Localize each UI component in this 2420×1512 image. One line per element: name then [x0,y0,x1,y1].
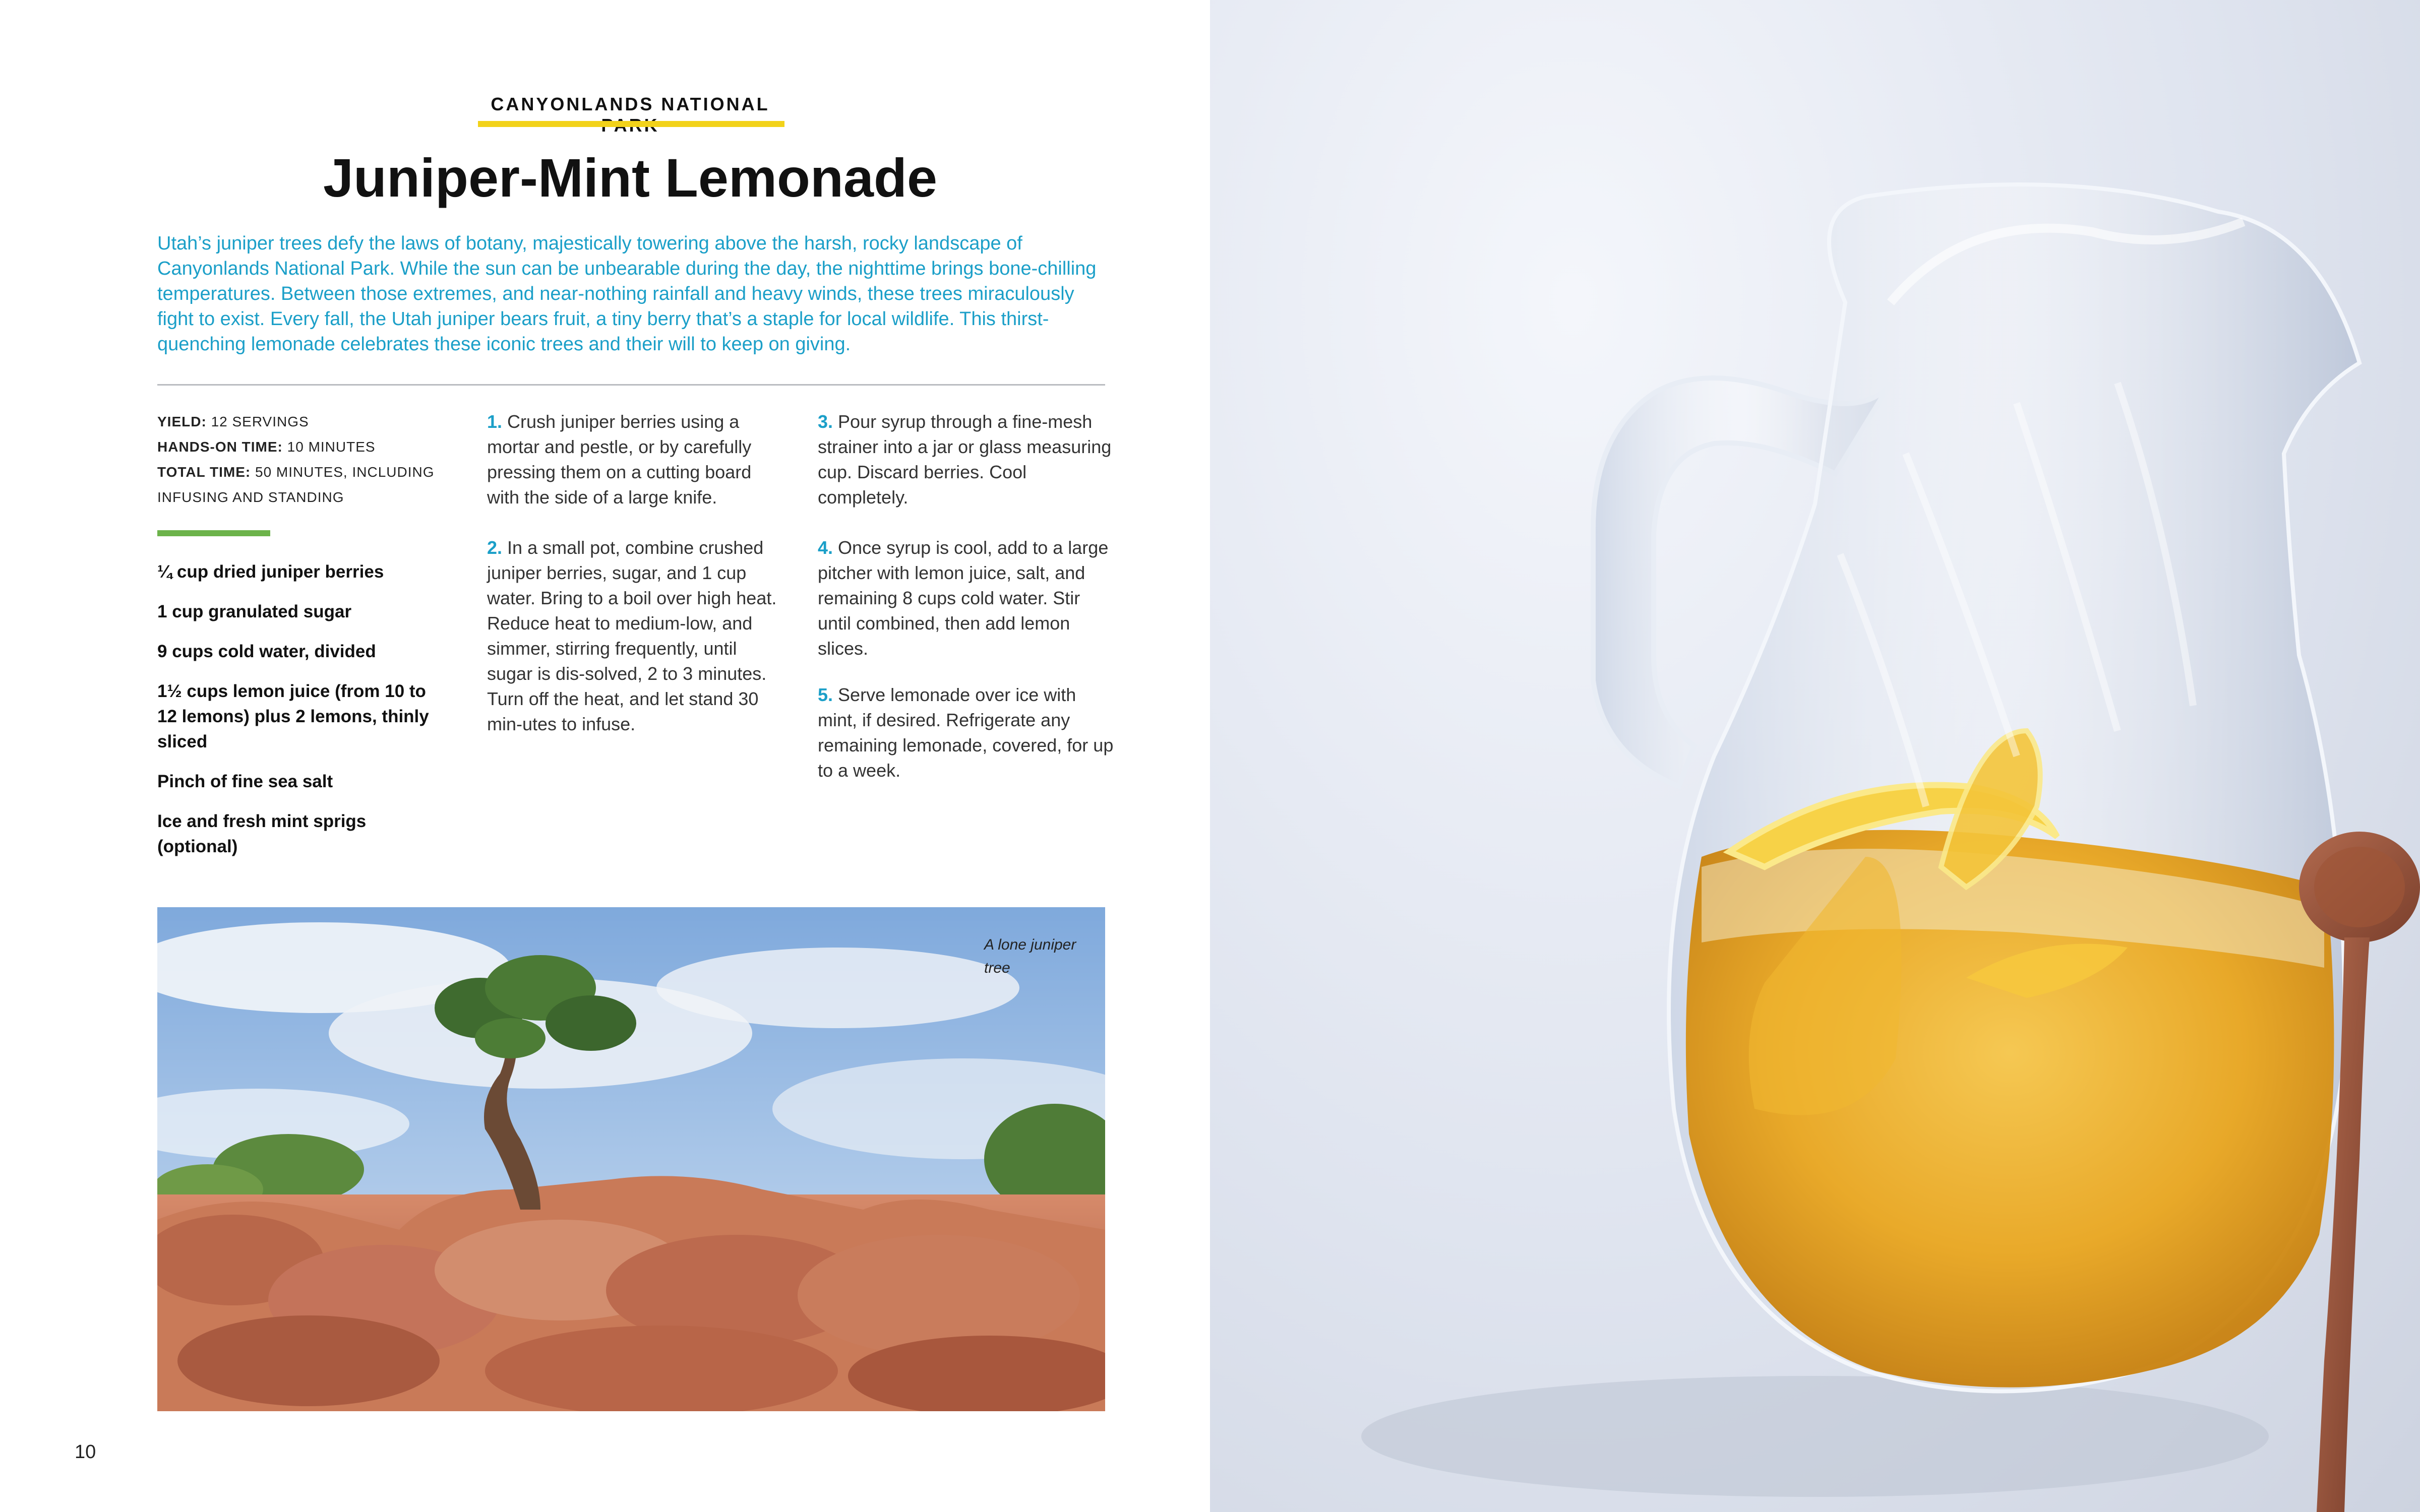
step-text: Crush juniper berries using a mortar and pestle, or by carefully pressing them on a cutting board with the side of a large knife. [487,411,752,508]
steps-column-2 [818,409,1115,808]
total-time-label: TOTAL TIME: [157,464,251,480]
right-page [1210,0,2420,1512]
ingredient-item: ¼ cup dried juniper berries [157,562,384,582]
step-number: 1. [487,411,503,432]
ingredient-list [157,559,450,874]
yield-line [157,409,450,434]
ingredients-rule [157,530,270,536]
total-time-line [157,460,450,510]
lemonade-pitcher-photo [1210,0,2420,1512]
step-text: Serve lemonade over ice with mint, if desired. Refrigerate any remaining lemonade, covered, for up to a week. [818,684,1114,781]
recipe-step [487,535,784,737]
hands-on-value: 10 MINUTES [287,439,376,455]
yield-label: YIELD: [157,414,207,429]
steps-column-1 [487,409,784,762]
step-number: 4. [818,537,833,558]
photo-caption: A lone juniper tree [984,936,1076,976]
recipe-step [818,535,1115,661]
step-number: 5. [818,684,833,705]
page-number: 10 [75,1441,96,1463]
intro-paragraph: Utah’s juniper trees defy the laws of botany, majestically towering above the harsh, rocky landscape of Canyonlands National Park. While the sun can be unbearable during the day, the nighttime brings bone-chilling temperatures. Between those extremes, and near-nothing rainfall and heavy winds, these trees miraculously fight to exist. Every fall, the Utah juniper bears fruit, a tiny berry that’s a staple for local wildlife. This thirst-quenching lemonade celebrates these iconic trees and their will to keep on giving. [157,233,1097,355]
ingredient-item: 9 cups cold water, divided [157,642,376,661]
step-number: 2. [487,537,503,558]
step-text: Pour syrup through a fine-mesh strainer into a jar or glass measuring cup. Discard berries. Cool completely. [818,411,1112,508]
step-text: In a small pot, combine crushed juniper berries, sugar, and 1 cup water. Bring to a boil over high heat. Reduce heat to medium-low, and simmer, stirring frequently, until sugar is dis-solved, 2 to 3 minutes. Turn off the heat, and let stand 30 min-utes to infuse. [487,537,777,734]
section-divider [157,384,1105,386]
juniper-tree-photo [157,907,1105,1411]
recipe-step [818,682,1115,783]
hands-on-label: HANDS-ON TIME: [157,439,283,455]
recipe-step [818,409,1115,510]
recipe-title: Juniper-Mint Lemonade [323,147,938,208]
recipe-step [487,409,784,510]
section-kicker: CANYONLANDS NATIONAL [491,94,770,114]
ingredient-item: Ice and fresh mint sprigs (optional) [157,811,367,856]
yield-value: 12 SERVINGS [211,414,309,429]
step-number: 3. [818,411,833,432]
ingredient-item: 1 cup granulated sugar [157,602,352,621]
kicker-underline [478,121,784,127]
total-time-value: 50 MINUTES, INCLUDING INFUSING AND STANDING [157,464,435,505]
recipe-meta [157,409,450,510]
step-text: Once syrup is cool, add to a large pitcher with lemon juice, salt, and remaining 8 cups cold water. Stir until combined, then add lemon slices. [818,537,1109,659]
ingredient-item: Pinch of fine sea salt [157,772,333,791]
hands-on-line [157,434,450,460]
ingredient-item: 1½ cups lemon juice (from 10 to 12 lemons) plus 2 lemons, thinly sliced [157,681,429,751]
